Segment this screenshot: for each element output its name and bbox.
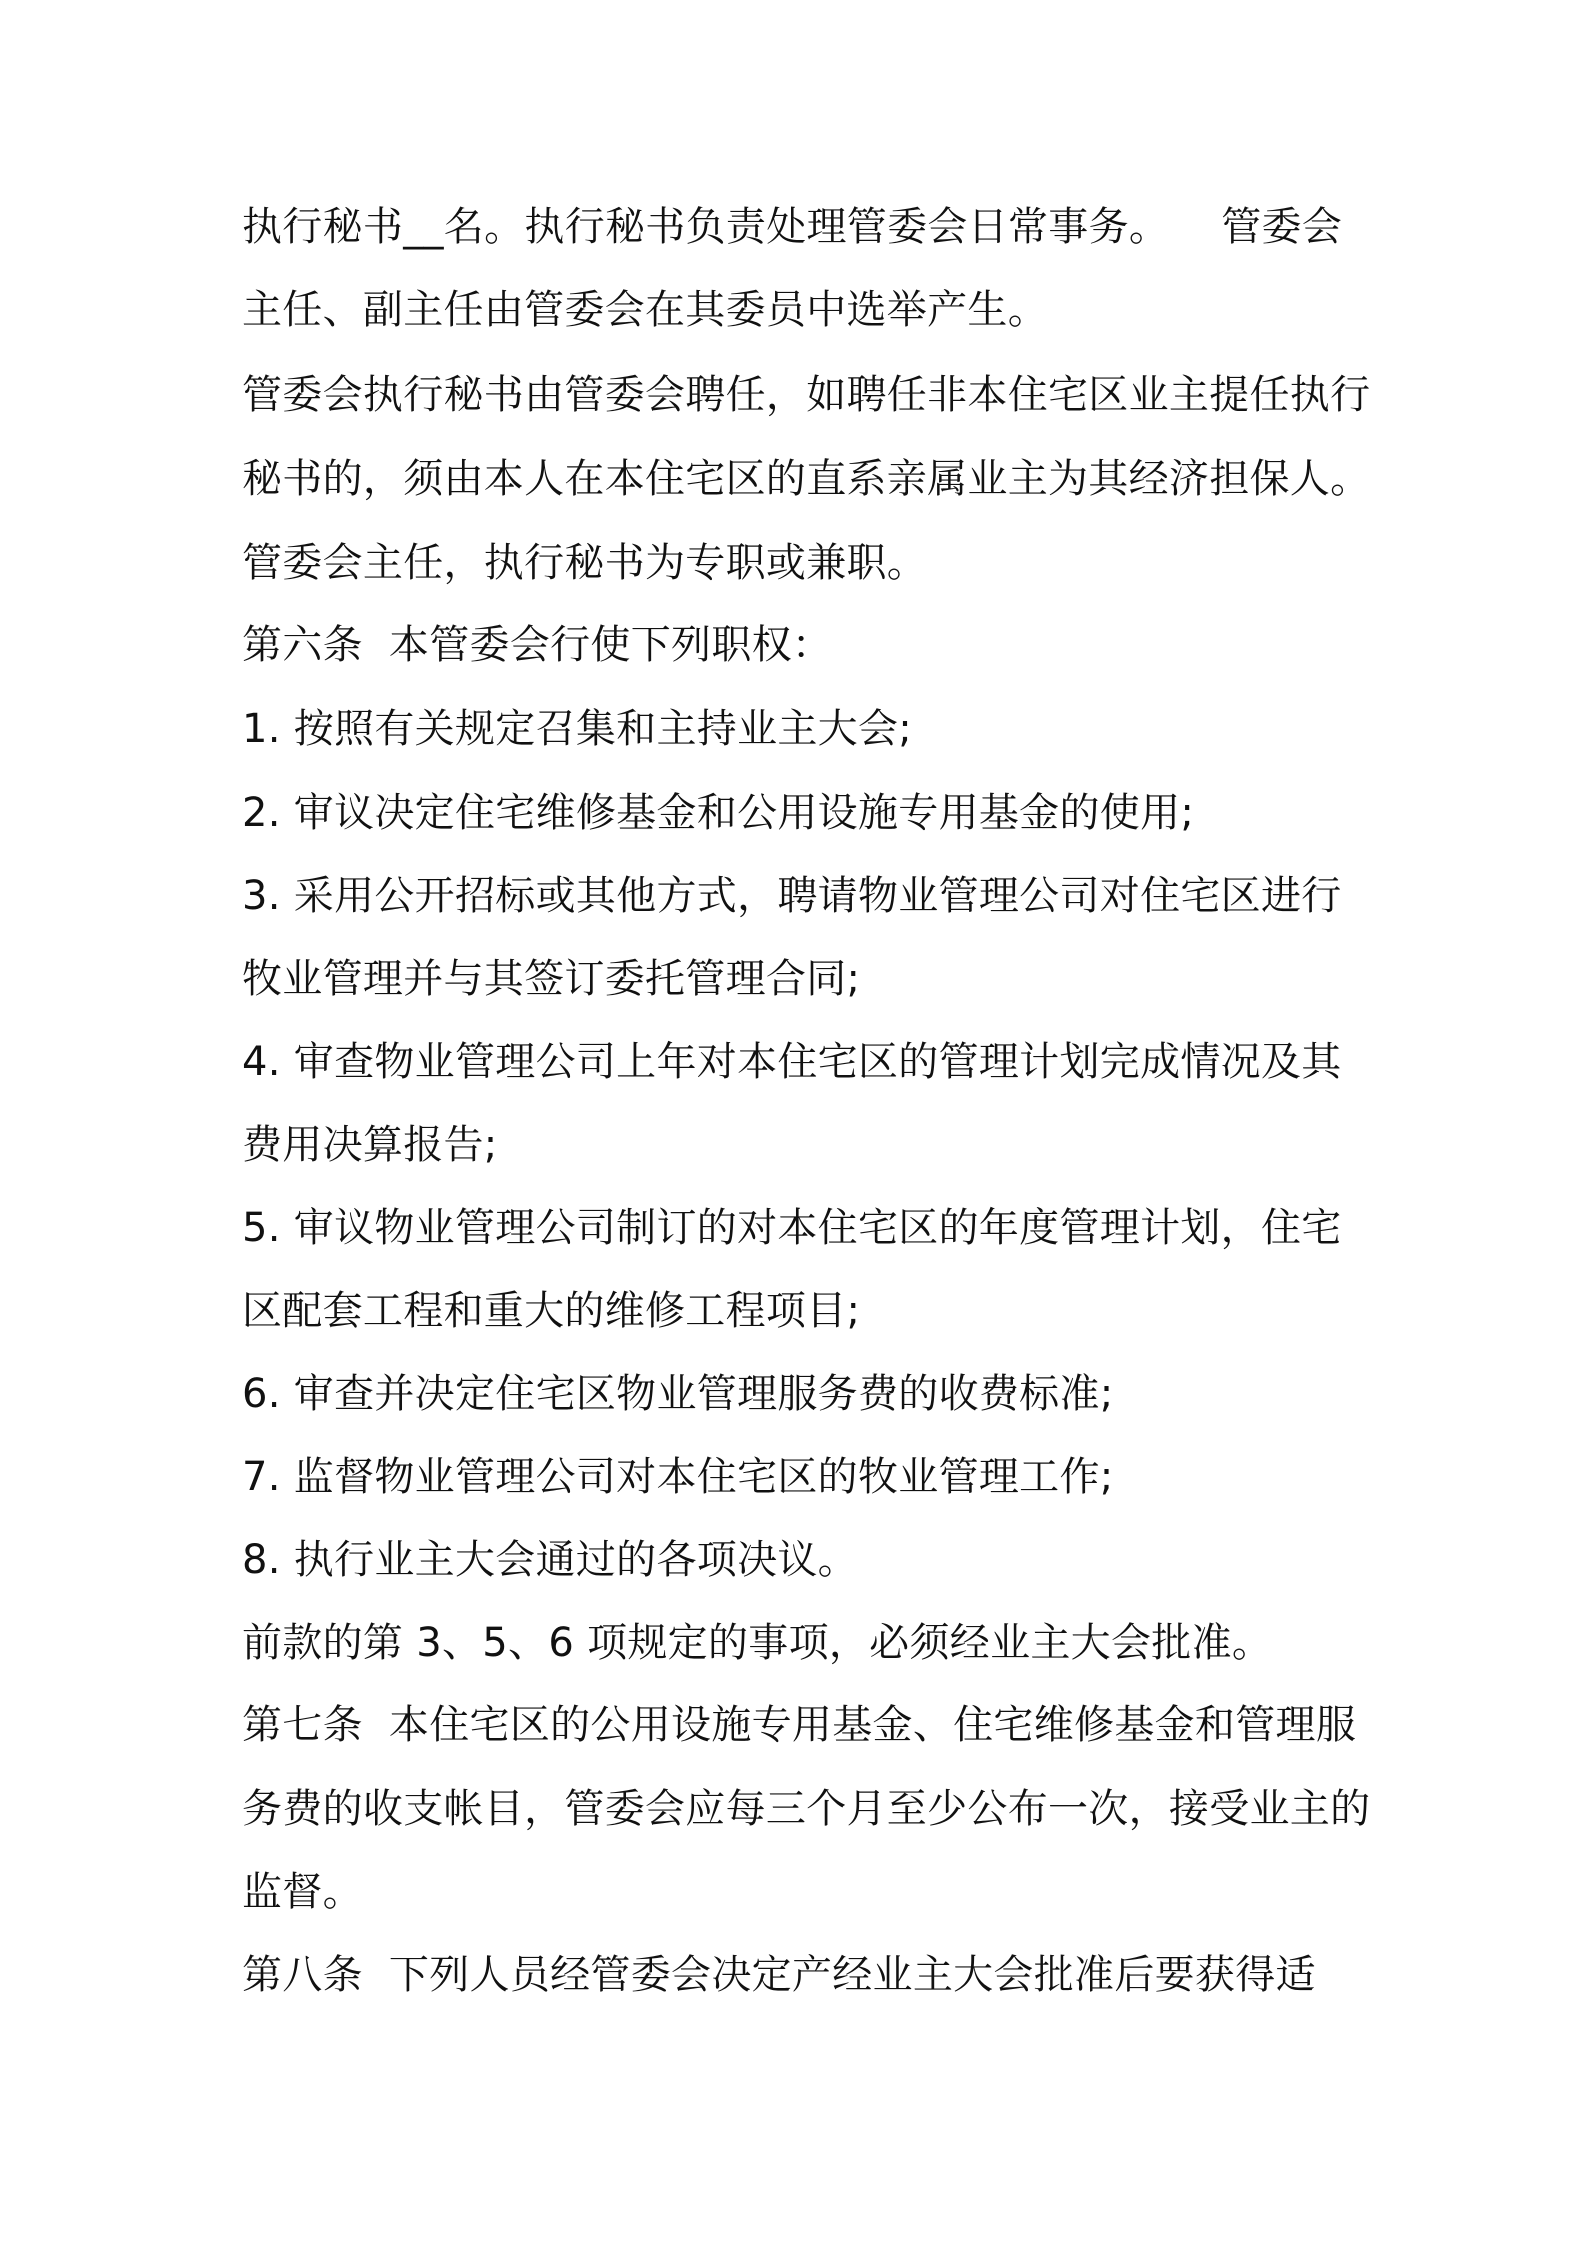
- list-item: 2. 审议决定住宅维修基金和公用设施专用基金的使用;: [242, 790, 1195, 836]
- text-line: 务费的收支帐目，管委会应每三个月至少公布一次，接受业主的: [242, 1786, 1371, 1832]
- list-item: 6. 审查并决定住宅区物业管理服务费的收费标准;: [242, 1371, 1114, 1417]
- list-item-continuation: 牧业管理并与其签订委托管理合同;: [242, 956, 861, 1002]
- list-item-continuation: 费用决算报告;: [242, 1122, 498, 1168]
- list-item: 8. 执行业主大会通过的各项决议。: [242, 1537, 858, 1583]
- text-line: 管委会主任，执行秘书为专职或兼职。: [242, 540, 928, 586]
- list-item: 7. 监督物业管理公司对本住宅区的牧业管理工作;: [242, 1454, 1114, 1500]
- list-item: 1. 按照有关规定召集和主持业主大会;: [242, 706, 913, 752]
- text-line: 主任、副主任由管委会在其委员中选举产生。: [242, 287, 1048, 333]
- list-item: 3. 采用公开招标或其他方式，聘请物业管理公司对住宅区进行: [242, 873, 1342, 919]
- text-line: 管委会执行秘书由管委会聘任，如聘任非本住宅区业主提任执行: [242, 372, 1371, 418]
- list-item: 5. 审议物业管理公司制订的对本住宅区的年度管理计划，住宅: [242, 1205, 1342, 1251]
- article-heading: 第七条 本住宅区的公用设施专用基金、住宅维修基金和管理服: [242, 1702, 1357, 1748]
- article-heading: 第六条 本管委会行使下列职权：: [242, 622, 833, 668]
- text-line: 监督。: [242, 1869, 363, 1915]
- text-line: 前款的第 3、5、6 项规定的事项，必须经业主大会批准。: [242, 1620, 1273, 1666]
- text-line: 秘书的，须由本人在本住宅区的直系亲属业主为其经济担保人。: [242, 456, 1371, 502]
- list-item: 4. 审查物业管理公司上年对本住宅区的管理计划完成情况及其: [242, 1039, 1342, 1085]
- text-line: 执行秘书__名。执行秘书负责处理管委会日常事务。 管委会: [242, 204, 1343, 250]
- list-item-continuation: 区配套工程和重大的维修工程项目;: [242, 1288, 861, 1334]
- article-heading: 第八条 下列人员经管委会决定产经业主大会批准后要获得适: [242, 1952, 1316, 1998]
